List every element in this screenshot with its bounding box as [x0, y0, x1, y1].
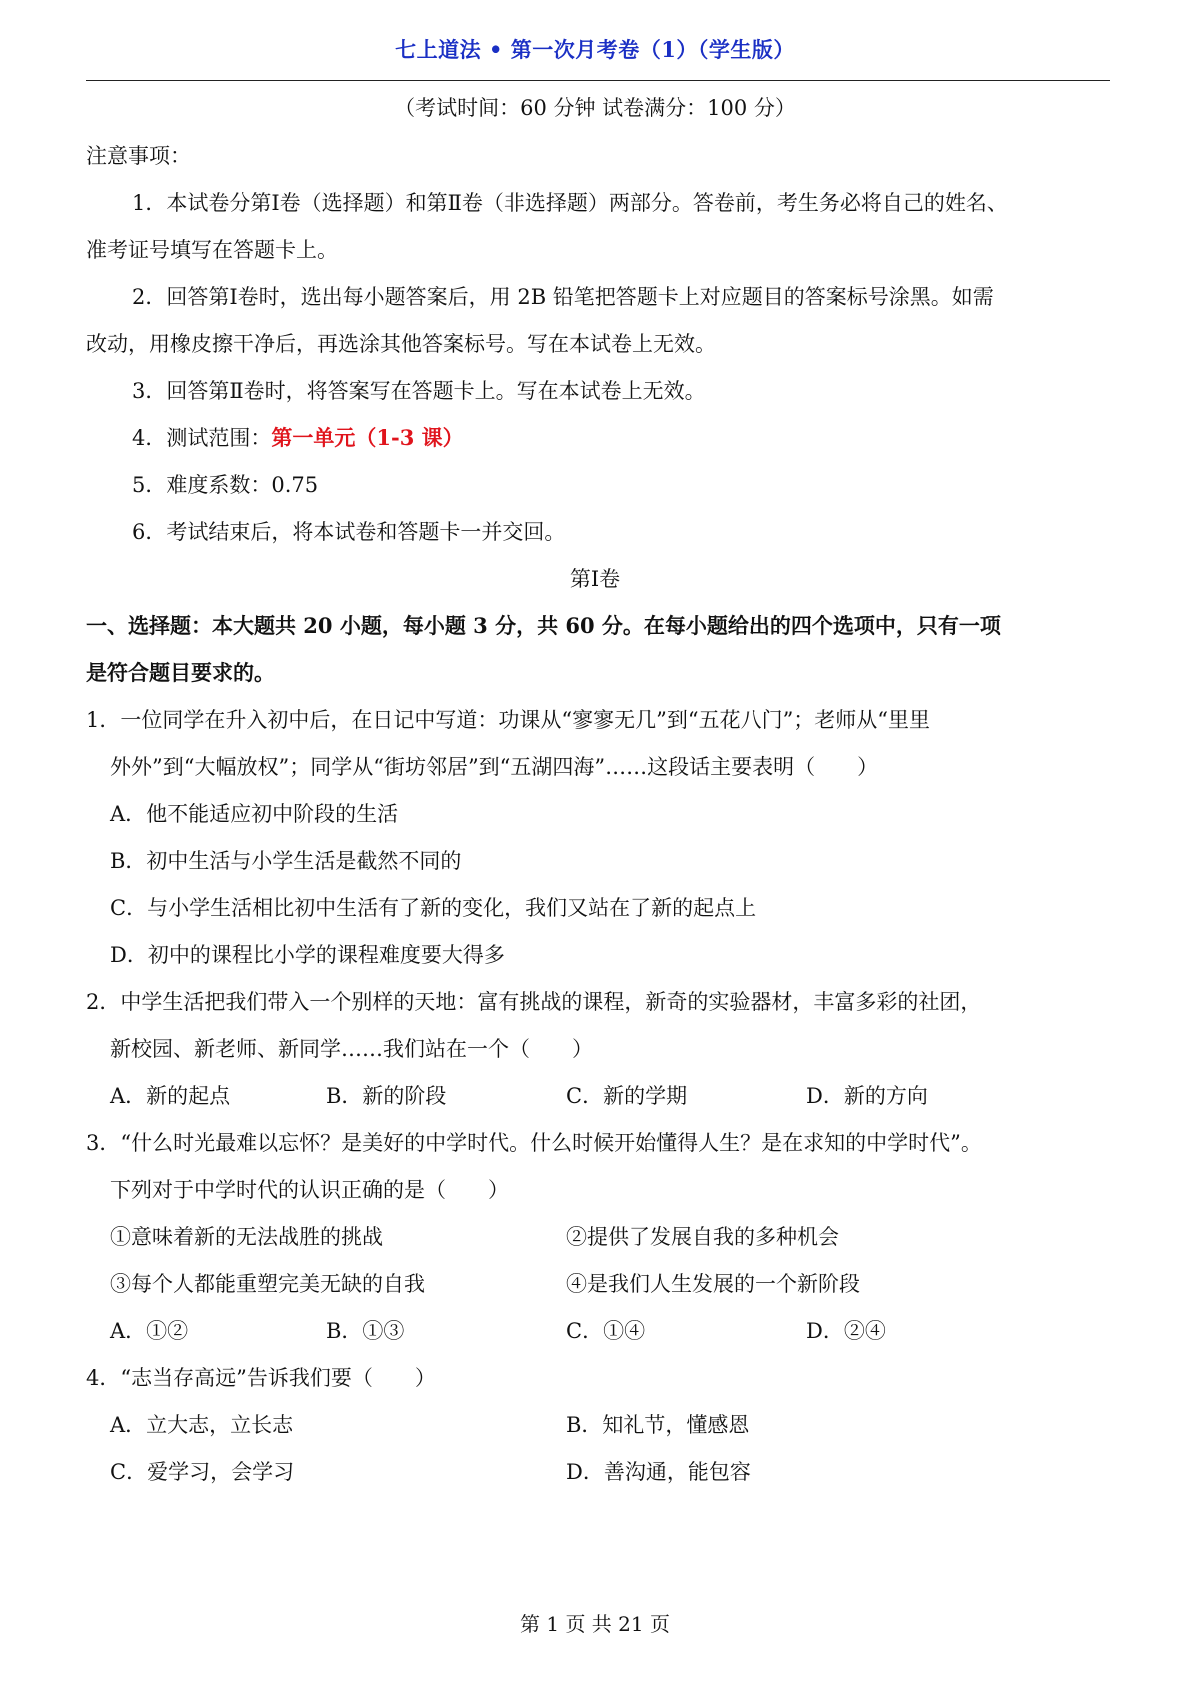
note-4 — [132, 423, 464, 453]
q3-statements-row-1 — [0, 1222, 1190, 1252]
q4-option-c: C．爱学习，会学习 — [110, 1460, 295, 1484]
q3-option-b: B．①③ — [326, 1319, 405, 1343]
note-1-line-1: 1．本试卷分第Ⅰ卷（选择题）和第Ⅱ卷（非选择题）两部分。答卷前，考生务必将自己的姓名、 — [132, 191, 1008, 215]
q3-options — [0, 1316, 1190, 1346]
q4-stem: 4．“志当存高远”告诉我们要（ ） — [86, 1366, 436, 1390]
q2-option-d: D．新的方向 — [806, 1084, 928, 1108]
q3-statements-row-2 — [0, 1269, 1190, 1299]
q2-option-b: B．新的阶段 — [326, 1084, 447, 1108]
page-header-title: 七上道法 • 第一次月考卷（1）（学生版） — [395, 37, 795, 62]
section-title: 第Ⅰ卷 — [569, 567, 621, 591]
q3-option-c: C．①④ — [566, 1319, 646, 1343]
q2-stem-line-1: 2．中学生活把我们带入一个别样的天地：富有挑战的课程，新奇的实验器材，丰富多彩的社团， — [86, 990, 982, 1014]
note-2-line-1: 2．回答第Ⅰ卷时，选出每小题答案后，用 2B 铅笔把答题卡上对应题目的答案标号涂黑。如需 — [132, 285, 994, 309]
q2-stem-line-2: 新校园、新老师、新同学……我们站在一个（ ） — [110, 1037, 593, 1061]
q1-stem-line-2: 外外”到“大幅放权”；同学从“街坊邻居”到“五湖四海”……这段话主要表明（ ） — [110, 755, 879, 779]
part-heading-line-2: 是符合题目要求的。 — [86, 660, 275, 685]
note-2-line-2: 改动，用橡皮擦干净后，再选涂其他答案标号。写在本试卷上无效。 — [86, 332, 716, 356]
part-heading-line-1: 一、选择题：本大题共 20 小题，每小题 3 分，共 60 分。在每小题给出的四个选项中，只有一项 — [86, 613, 1001, 638]
q3-option-a: A．①② — [110, 1319, 189, 1343]
q4-options-row-1 — [0, 1410, 1190, 1440]
q3-statement-4: ④是我们人生发展的一个新阶段 — [566, 1272, 860, 1296]
q4-option-b: B．知礼节，懂感恩 — [566, 1413, 750, 1437]
note-4-label: 4．测试范围： — [132, 426, 272, 450]
q3-option-d: D．②④ — [806, 1319, 886, 1343]
q3-stem-line-2: 下列对于中学时代的认识正确的是（ ） — [110, 1178, 509, 1202]
q1-option-d: D．初中的课程比小学的课程难度要大得多 — [110, 943, 505, 967]
exam-info: （考试时间：60 分钟 试卷满分：100 分） — [394, 96, 796, 120]
note-5: 5．难度系数：0.75 — [132, 473, 319, 497]
q1-stem-line-1: 1．一位同学在升入初中后，在日记中写道：功课从“寥寥无几”到“五花八门”；老师从“里里 — [86, 708, 931, 732]
note-3: 3．回答第Ⅱ卷时，将答案写在答题卡上。写在本试卷上无效。 — [132, 379, 706, 403]
note-1-line-2: 准考证号填写在答题卡上。 — [86, 238, 338, 262]
q3-statement-3: ③每个人都能重塑完美无缺的自我 — [110, 1272, 425, 1296]
q2-option-c: C．新的学期 — [566, 1084, 688, 1108]
q4-option-a: A．立大志，立长志 — [110, 1413, 294, 1437]
q2-options — [0, 1081, 1190, 1111]
q3-statement-2: ②提供了发展自我的多种机会 — [566, 1225, 839, 1249]
q2-option-a: A．新的起点 — [110, 1084, 231, 1108]
q3-stem-line-1: 3．“什么时光最难以忘怀？是美好的中学时代。什么时候开始懂得人生？是在求知的中学时代”。 — [86, 1131, 982, 1155]
q3-statement-1: ①意味着新的无法战胜的挑战 — [110, 1225, 383, 1249]
q1-option-b: B．初中生活与小学生活是截然不同的 — [110, 849, 462, 873]
note-6: 6．考试结束后，将本试卷和答题卡一并交回。 — [132, 520, 566, 544]
test-scope-highlight: 第一单元（1-3 课） — [271, 425, 464, 450]
header-divider — [86, 80, 1110, 81]
notes-heading: 注意事项： — [86, 144, 191, 168]
q4-options-row-2 — [0, 1457, 1190, 1487]
q1-option-a: A．他不能适应初中阶段的生活 — [110, 802, 399, 826]
q1-option-c: C．与小学生活相比初中生活有了新的变化，我们又站在了新的起点上 — [110, 896, 757, 920]
q4-option-d: D．善沟通，能包容 — [566, 1460, 751, 1484]
page-footer: 第 1 页 共 21 页 — [520, 1612, 670, 1636]
